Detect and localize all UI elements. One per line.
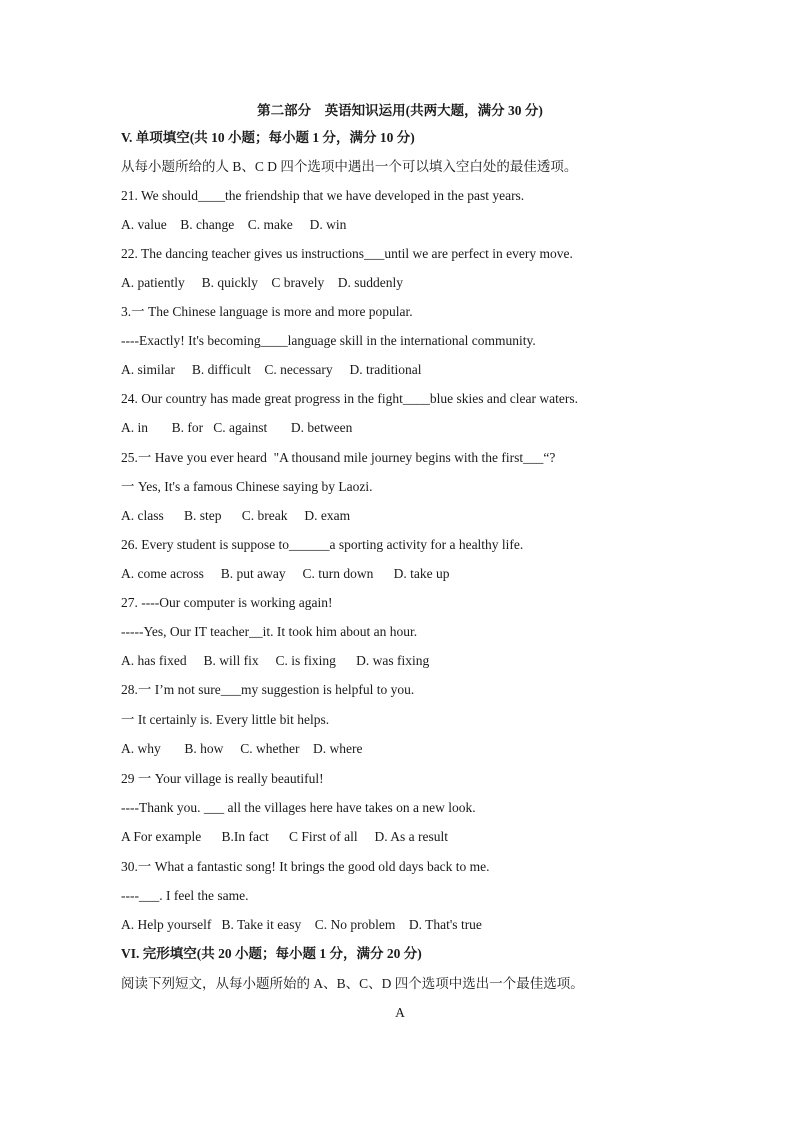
question-29-stem-reply: ----Thank you. ___ all the villages here have takes on a new look. — [121, 800, 476, 815]
question-30-options: A. Help yourself B. Take it easy C. No problem D. That's true — [121, 917, 482, 932]
question-21-stem: 21. We should____the friendship that we have developed in the past years. — [121, 188, 525, 203]
question-23-options: A. similar B. difficult C. necessary D. traditional — [121, 362, 422, 377]
section-vi-heading: VI. 完形填空(共 20 小题；每小题 1 分，满分 20 分) — [121, 946, 422, 961]
section-v-instruction: 从每小题所给的人 B、C D 四个选项中遇出一个可以填入空白处的最佳透项。 — [121, 159, 578, 174]
question-26-stem: 26. Every student is suppose to______a sporting activity for a healthy life. — [121, 537, 524, 552]
question-27-options: A. has fixed B. will fix C. is fixing D. was fixing — [121, 653, 430, 668]
question-25-options: A. class B. step C. break D. exam — [121, 508, 351, 523]
question-28-stem: 28.一 I’m not sure___my suggestion is helpful to you. — [121, 682, 415, 697]
question-22-options: A. patiently B. quickly C bravely D. suddenly — [121, 275, 403, 290]
part-title: 第二部分 英语知识运用(共两大题，满分 30 分) — [257, 103, 543, 118]
question-25-stem: 25.一 Have you ever heard "A thousand mile journey begins with the first___“? — [121, 450, 556, 465]
question-24-options: A. in B. for C. against D. between — [121, 420, 353, 435]
question-30-stem-reply: ----___. I feel the same. — [121, 888, 249, 903]
question-27-stem-reply: -----Yes, Our IT teacher__it. It took him about an hour. — [121, 624, 418, 639]
passage-label: A — [395, 1005, 405, 1020]
question-28-stem-reply: 一 It certainly is. Every little bit helps. — [121, 712, 330, 727]
question-26-options: A. come across B. put away C. turn down D. take up — [121, 566, 450, 581]
question-29-stem: 29 一 Your village is really beautiful! — [121, 771, 324, 786]
question-22-stem: 22. The dancing teacher gives us instructions___until we are perfect in every move. — [121, 246, 573, 261]
question-30-stem: 30.一 What a fantastic song! It brings the good old days back to me. — [121, 859, 490, 874]
question-27-stem: 27. ----Our computer is working again! — [121, 595, 333, 610]
section-v-heading: V. 单项填空(共 10 小题；每小题 1 分，满分 10 分) — [121, 130, 415, 145]
question-21-options: A. value B. change C. make D. win — [121, 217, 347, 232]
question-25-stem-reply: 一 Yes, It's a famous Chinese saying by Laozi. — [121, 479, 373, 494]
section-vi-instruction: 阅读下列短文，从每小题所始的 A、B、C、D 四个选项中选出一个最佳选项。 — [121, 976, 584, 991]
question-29-options: A For example B.In fact C First of all D. As a result — [121, 829, 448, 844]
question-28-options: A. why B. how C. whether D. where — [121, 741, 363, 756]
question-23-stem: 3.一 The Chinese language is more and more popular. — [121, 304, 413, 319]
question-24-stem: 24. Our country has made great progress in the fight____blue skies and clear waters. — [121, 391, 578, 406]
question-23-stem-reply: ----Exactly! It's becoming____language skill in the international community. — [121, 333, 536, 348]
